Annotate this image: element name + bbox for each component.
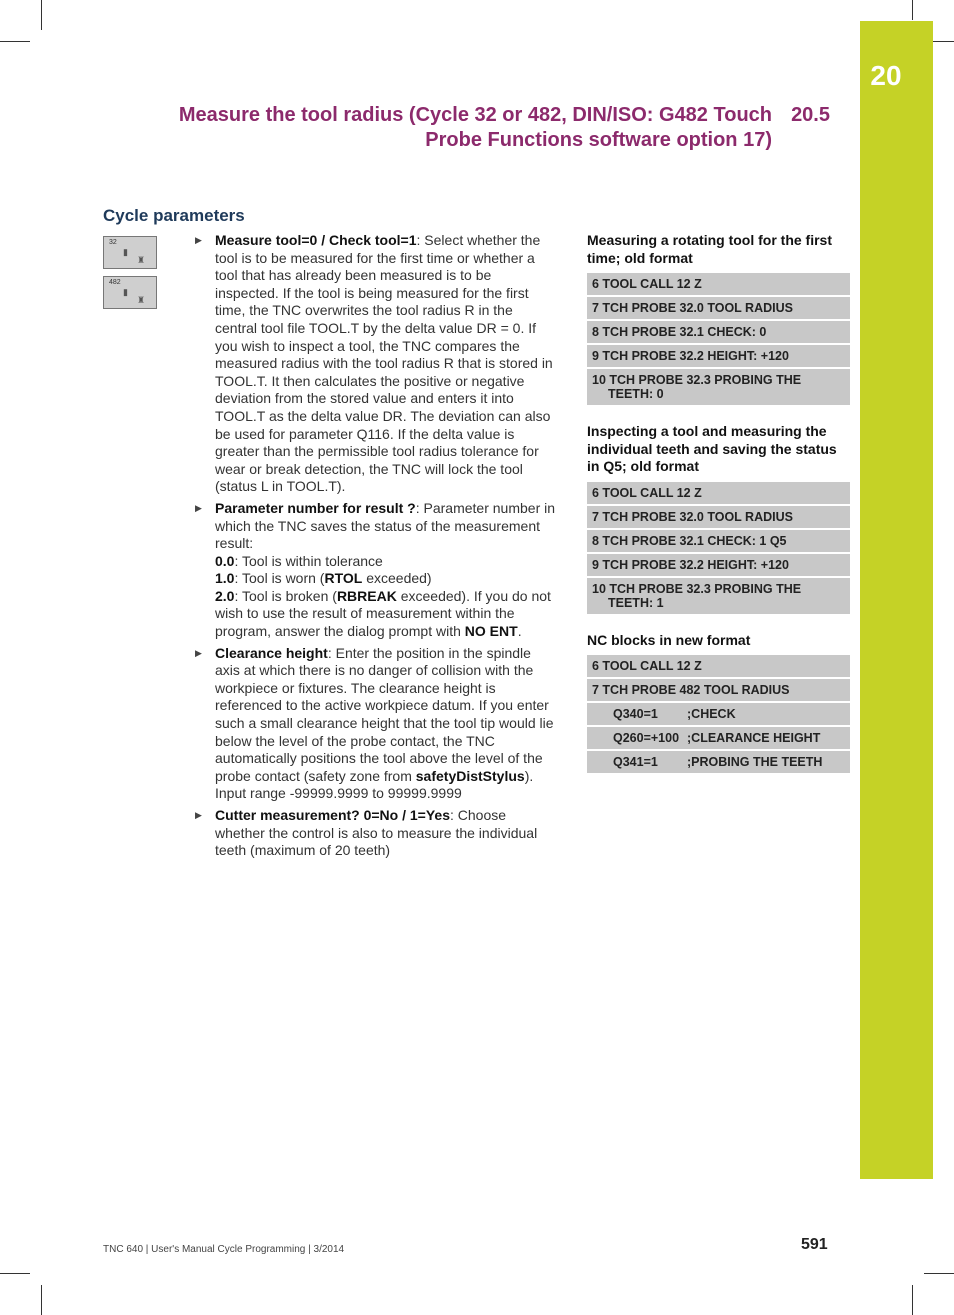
nc-line: 9 TCH PROBE 32.2 HEIGHT: +120 [587, 553, 850, 577]
bullet-arrow-icon: ▶ [195, 647, 202, 658]
crop-mark [41, 1285, 42, 1315]
nc-line: 6 TOOL CALL 12 Z [587, 655, 850, 678]
chapter-tab [860, 21, 933, 1179]
header-title-line1: Measure the tool radius (Cycle 32 or 482, DIN/ISO: G482 Touch [178, 104, 772, 126]
running-header [179, 103, 830, 153]
bullet-arrow-icon: ▶ [195, 502, 202, 513]
example-heading: NC blocks in new format [587, 631, 751, 648]
nc-param-line: Q340=1 ;CHECK [587, 702, 850, 726]
nc-param-line: Q260=+100 ;CLEARANCE HEIGHT [587, 726, 850, 750]
cycle-32-softkey-icon: 32 ▮ ♜ [103, 236, 157, 269]
parameter-cutter-measurement: ▶ Cutter measurement? 0=No / 1=Yes: Choose whether the control is also to measure the individual teeth (maximum of 20 teeth) [195, 807, 538, 859]
tool-glyph-icon: ♜ [137, 295, 146, 305]
nc-line: 10 TCH PROBE 32.3 PROBING THE TEETH: 1 [587, 577, 850, 615]
nc-line: 7 TCH PROBE 32.0 TOOL RADIUS [587, 296, 850, 320]
crop-mark [912, 0, 913, 20]
crop-mark [0, 1273, 30, 1274]
parameter-clearance-height: ▶ Clearance height: Enter the position in the spindle axis at which there is no danger of collision with the workpiece or fixtures. The clearance height is referenced to the active workpiece datum. If you enter such a small clearance height that the tool tip would lie below the level of the probe contact, the TNC automatically positions the tool above the level of the probe contact (safety zone from safetyDistStylus). Input range -99999.9999 to 99999.9999 [195, 644, 554, 802]
bullet-arrow-icon: ▶ [195, 235, 202, 245]
crop-mark [924, 1273, 954, 1274]
nc-code-block [587, 273, 850, 407]
parameter-list [195, 232, 557, 864]
header-section-number: 20.5 [791, 104, 830, 126]
nc-line: 7 TCH PROBE 482 TOOL RADIUS [587, 678, 850, 702]
nc-line: 9 TCH PROBE 32.2 HEIGHT: +120 [587, 344, 850, 368]
crop-mark [0, 41, 30, 42]
nc-line: 7 TCH PROBE 32.0 TOOL RADIUS [587, 505, 850, 529]
tool-glyph-icon: ♜ [137, 255, 146, 265]
section-title: Cycle parameters [103, 206, 245, 225]
example-heading: Measuring a rotating tool for the first time; old format [587, 232, 833, 266]
page-footer: TNC 640 | User's Manual Cycle Programming | 3/2014 [103, 1244, 345, 1255]
parameter-measure-tool: ▶ Measure tool=0 / Check tool=1: Select whether the tool is to be measured for the first time or whether a tool that has already been measured is to be inspected. If the tool is being measured for the first time, the TNC overwrites the tool radius R in the central tool file TOOL.T by the delta value DR = 0. If you wish to inspect a tool, the TNC compares the measured radius with the tool radius R that is stored in TOOL.T. It then calculates the positive or negative deviation from the stored value and enters it into TOOL.T as the delta value DR. The deviation can also be used for parameter Q116. If the delta value is greater than the permissible tool radius tolerance for wear or break detection, the TNC will lock the tool (status L in TOOL.T). [195, 232, 553, 495]
crop-mark [41, 0, 42, 30]
crop-mark [912, 1285, 913, 1315]
nc-param-line: Q341=1 ;PROBING THE TEETH [587, 750, 850, 774]
nc-line: 8 TCH PROBE 32.1 CHECK: 1 Q5 [587, 529, 850, 553]
nc-line: 6 TOOL CALL 12 Z [587, 273, 850, 296]
parameter-result-number: ▶ Parameter number for result ?: Parameter number in which the TNC saves the status of the measurement result: 0.0: Tool is within tolerance 1.0: Tool is worn (RTOL exceeded) 2.0: Tool is broken (RBREAK exceeded). If you do not wish to use the result of measurement within the program, answer the dialog prompt with NO ENT. [195, 499, 556, 640]
nc-line: 6 TOOL CALL 12 Z [587, 482, 850, 505]
cycle-482-softkey-icon: 482 ▮ ♜ [103, 276, 157, 309]
nc-code-block [587, 482, 850, 616]
example-heading: Inspecting a tool and measuring the individual teeth and saving the status in Q5; old format [587, 423, 837, 474]
page-number: 591 [801, 1236, 828, 1253]
chapter-number: 20 [870, 60, 902, 91]
examples-column [587, 232, 850, 791]
probe-glyph-icon: ▮ [123, 247, 128, 257]
bullet-arrow-icon: ▶ [195, 810, 202, 820]
header-title-line2: Probe Functions software option 17) [425, 129, 772, 151]
nc-code-block [587, 655, 850, 775]
probe-glyph-icon: ▮ [123, 287, 128, 297]
nc-line: 10 TCH PROBE 32.3 PROBING THE TEETH: 0 [587, 368, 850, 406]
nc-line: 8 TCH PROBE 32.1 CHECK: 0 [587, 320, 850, 344]
